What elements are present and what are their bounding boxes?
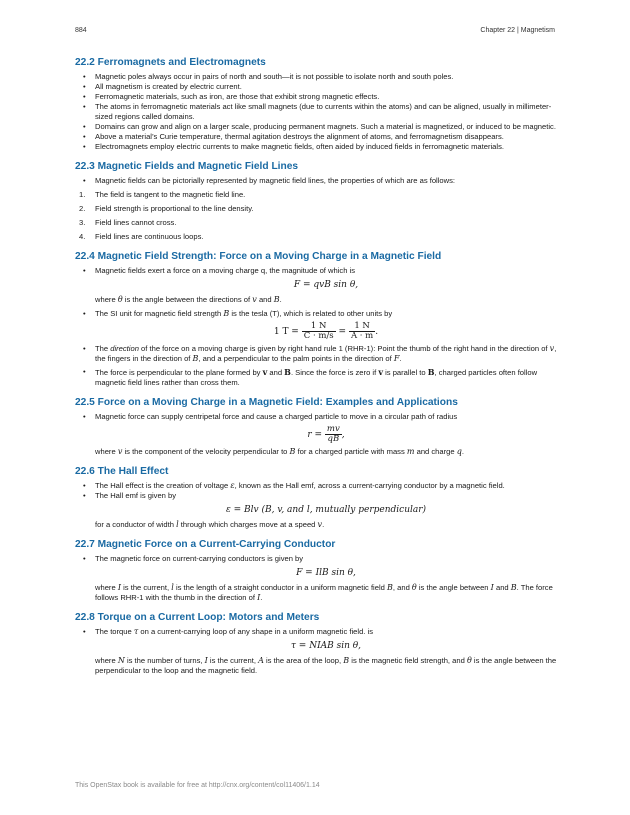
equation-radius — [95, 425, 557, 444]
math-symbol: v — [262, 367, 268, 377]
text: . — [399, 354, 402, 363]
bullet-list — [75, 481, 557, 501]
text: , known as the Hall emf, across a current-carrying conductor by a magnetic field. — [234, 481, 505, 490]
list-number: 3. — [79, 218, 86, 227]
text: , the fingers in the direction of — [95, 344, 557, 363]
math-symbol: l — [171, 583, 174, 592]
text: and charge — [416, 447, 455, 456]
section-torque-loop — [75, 612, 557, 676]
page-content — [75, 57, 557, 685]
text: The torque — [95, 627, 132, 636]
math-text: = — [338, 327, 347, 337]
math-symbol: B — [343, 656, 350, 665]
equation-torque: τ = NIAB sin θ, — [290, 641, 362, 651]
fraction — [349, 322, 375, 341]
math-symbol: B — [284, 367, 291, 377]
text: where — [95, 295, 116, 304]
text: for a charged particle with mass — [297, 447, 405, 456]
section-heading: 22.4 Magnetic Field Strength: Force on a Moving Charge in a Magnetic Field — [75, 251, 442, 262]
text: , charged particles often follow magnetic field lines rather than cross them. — [95, 368, 538, 387]
math-symbol: θ — [411, 583, 417, 592]
math-symbol: B — [192, 354, 199, 363]
fraction — [302, 322, 336, 341]
numbered-list — [75, 190, 557, 242]
equation-explanation — [75, 295, 557, 305]
text: . — [260, 593, 263, 602]
bullet-list — [75, 344, 557, 388]
bullet-list — [75, 309, 557, 319]
bullet-list — [75, 176, 557, 186]
equation-hall-emf: ε = Blv (B, v, and l, mutually perpendicular) — [225, 505, 427, 515]
section-current-conductor — [75, 539, 557, 603]
math-symbol: B — [387, 583, 393, 592]
list-item-text: Field lines are continuous loops. — [95, 232, 204, 241]
list-item-text: Field strength is proportional to the line density. — [95, 204, 254, 213]
math-symbol: I — [117, 583, 121, 592]
list-item — [75, 204, 557, 214]
text: . Since the force is zero if — [290, 368, 377, 377]
text: is the magnetic field strength, and — [351, 656, 465, 665]
list-item — [75, 190, 557, 200]
bullet-list — [75, 266, 557, 276]
list-item: • All magnetism is created by electric current. — [75, 82, 557, 92]
math-symbol: v — [317, 520, 323, 529]
section-hall-effect — [75, 466, 557, 530]
text: of the force on a moving charge is given by right hand rule 1 (RHR-1): Point the thumb of the right hand in the direction of — [141, 344, 548, 353]
list-item — [75, 218, 557, 228]
list-item: • Electromagnets employ electric currents to make magnetic fields, often aided by induced fields in ferromagnetic materials. — [75, 142, 557, 152]
equation-force-conductor: F = IlB sin θ, — [296, 568, 356, 578]
section-field-lines — [75, 161, 557, 242]
section-heading: 22.3 Magnetic Fields and Magnetic Field Lines — [75, 161, 299, 172]
math-symbol: F — [393, 354, 400, 363]
denominator: A · m — [350, 331, 374, 341]
math-text: , — [341, 430, 345, 440]
list-item: • The atoms in ferromagnetic materials act like small magnets (due to currents within the atoms) and can be aligned, usually in millimeter-sized regions called domains. — [75, 102, 557, 122]
text: The Hall effect is the creation of voltage — [95, 481, 229, 490]
list-item — [75, 481, 557, 491]
section-heading: 22.5 Force on a Moving Charge in a Magnetic Field: Examples and Applications — [75, 397, 458, 408]
section-heading: 22.2 Ferromagnets and Electromagnets — [75, 57, 266, 68]
math-text: . — [375, 327, 379, 337]
math-symbol: I — [490, 583, 494, 592]
equation-lorentz-force: F = qvB sin θ, — [293, 280, 359, 290]
text: is the number of turns, — [126, 656, 203, 665]
list-item — [75, 367, 557, 388]
page-header — [75, 27, 555, 39]
math-symbol: A — [258, 656, 264, 665]
section-heading: 22.7 Magnetic Force on a Current-Carrying Conductor — [75, 539, 336, 550]
equation-explanation — [75, 447, 557, 457]
math-symbol: v — [117, 447, 123, 456]
math-symbol: B — [273, 295, 280, 304]
list-number: 1. — [79, 190, 86, 199]
math-symbol: ε — [230, 481, 235, 490]
math-symbol: q — [456, 447, 462, 456]
list-item: • Domains can grow and align on a larger scale, producing permanent magnets. Such a material is magnetized, or induced to be magnetic. — [75, 122, 557, 132]
text: . — [322, 520, 325, 529]
text: is the angle between — [418, 583, 489, 592]
list-item: • Magnetic fields can be pictorially represented by magnetic field lines, the properties of which are as follows: — [75, 176, 557, 186]
section-field-strength — [75, 251, 557, 388]
text: The SI unit for magnetic field strength — [95, 309, 222, 318]
denominator: C · m/s — [303, 331, 334, 341]
math-symbol: B — [289, 447, 296, 456]
list-item: • The Hall emf is given by — [75, 491, 557, 501]
section-heading: 22.6 The Hall Effect — [75, 466, 169, 477]
text: and — [258, 295, 272, 304]
list-item: • Ferromagnetic materials, such as iron, are those that exhibit strong magnetic effects. — [75, 92, 557, 102]
numerator: 1 N — [302, 322, 336, 332]
bullet-list — [75, 554, 557, 564]
math-symbol: I — [257, 593, 261, 602]
text: is the tesla (T), which is related to other units by — [231, 309, 393, 318]
math-text: r = — [307, 430, 323, 440]
section-ferromagnets — [75, 57, 557, 152]
fraction — [325, 425, 342, 444]
list-item-text: The field is tangent to the magnetic field line. — [95, 190, 246, 199]
text: where — [95, 583, 116, 592]
text: . — [279, 295, 282, 304]
text: is the angle between the perpendicular to the loop and the magnetic field. — [95, 656, 557, 675]
list-item: • Above a material’s Curie temperature, thermal agitation destroys the alignment of atoms, and ferromagnetism disappears. — [75, 132, 557, 142]
list-item: • Magnetic force can supply centripetal force and cause a charged particle to move in a circular path of radius — [75, 412, 557, 422]
math-symbol: v — [378, 367, 383, 377]
numerator: 1 N — [349, 322, 375, 332]
text: is the length of a straight conductor in a uniform magnetic field — [175, 583, 385, 592]
text: , and — [392, 583, 410, 592]
math-symbol: B — [510, 583, 517, 592]
text: and — [269, 368, 283, 377]
text: is the current, — [209, 656, 256, 665]
math-symbol: N — [117, 656, 125, 665]
math-symbol: θ — [466, 656, 472, 665]
bullet-list — [75, 72, 557, 152]
math-symbol: B — [223, 309, 230, 318]
equation-explanation — [75, 583, 557, 603]
equation-tesla — [95, 322, 557, 341]
list-number: 2. — [79, 204, 86, 213]
text: The force is perpendicular to the plane formed by — [95, 368, 261, 377]
equation-explanation — [75, 520, 557, 530]
text: is the component of the velocity perpendicular to — [124, 447, 288, 456]
text: . The force follows RHR-1 with the thumb in the direction of — [95, 583, 553, 602]
math-symbol: m — [406, 447, 415, 456]
text: on a current-carrying loop of any shape in a uniform magnetic field. is — [140, 627, 373, 636]
math-symbol: τ — [133, 627, 139, 636]
page-footer: This OpenStax book is available for free at http://cnx.org/content/col11406/1.14 — [75, 782, 320, 789]
text: where — [95, 447, 116, 456]
list-item — [75, 232, 557, 242]
text: . — [461, 447, 464, 456]
math-symbol: θ — [117, 295, 123, 304]
text: is the area of the loop, — [265, 656, 342, 665]
list-item — [75, 309, 557, 319]
numerator: mv — [326, 424, 340, 434]
text: is the angle between the directions of — [124, 295, 251, 304]
bullet-list — [75, 412, 557, 422]
section-heading: 22.8 Torque on a Current Loop: Motors and Meters — [75, 612, 320, 623]
list-item — [75, 627, 557, 637]
denominator: qB — [327, 434, 340, 444]
text: The — [95, 344, 109, 353]
list-item — [75, 344, 557, 364]
text: and — [495, 583, 509, 592]
text: is the current, — [123, 583, 170, 592]
page-number: 884 — [75, 27, 87, 34]
list-number: 4. — [79, 232, 86, 241]
section-moving-charge-applications — [75, 397, 557, 457]
math-symbol: v — [549, 344, 555, 353]
math-symbol: l — [176, 520, 179, 529]
list-item: • Magnetic poles always occur in pairs of north and south—it is not possible to isolate north and south poles. — [75, 72, 557, 82]
emphasis-text: direction — [110, 344, 139, 353]
chapter-title: Chapter 22 | Magnetism — [480, 27, 555, 34]
text: for a conductor of width — [95, 520, 174, 529]
list-item: • The magnetic force on current-carrying conductors is given by — [75, 554, 557, 564]
math-symbol: I — [204, 656, 208, 665]
text: is parallel to — [385, 368, 426, 377]
list-item: • Magnetic fields exert a force on a moving charge q, the magnitude of which is — [75, 266, 557, 276]
math-symbol: v — [252, 295, 257, 304]
list-item-text: Field lines cannot cross. — [95, 218, 177, 227]
math-symbol: B — [427, 367, 435, 377]
text: through which charges move at a speed — [180, 520, 316, 529]
text: , and a perpendicular to the palm points in the direction of — [198, 354, 392, 363]
math-text: 1 T = — [273, 327, 299, 337]
bullet-list — [75, 627, 557, 637]
text: where — [95, 656, 116, 665]
equation-explanation — [75, 656, 557, 676]
